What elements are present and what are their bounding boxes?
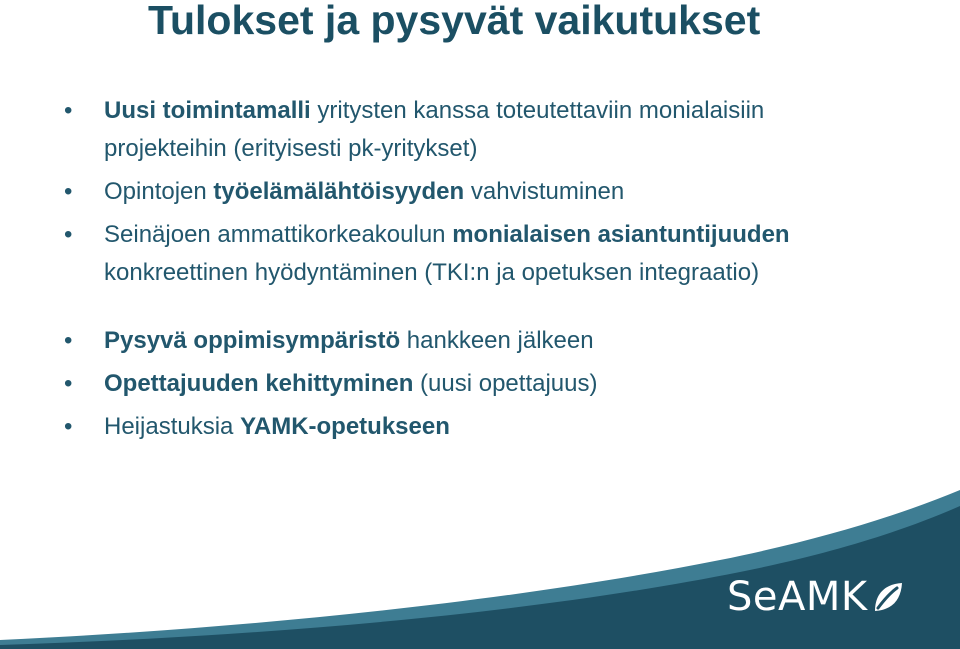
bullet-item [64, 92, 864, 168]
page-title: Tulokset ja pysyvät vaikutukset [148, 0, 761, 43]
bullet-text: (uusi opettajuus) [413, 370, 598, 397]
bullet-text-bold: Pysyvä oppimisympäristö [104, 327, 401, 354]
bullet-text: yritysten kanssa toteutettaviin monialaisiin projekteihin (erityisesti pk-yritykset) [104, 97, 765, 162]
bullet-text: Heijastuksia [104, 413, 241, 440]
bullet-text-bold: YAMK-opetukseen [240, 413, 450, 440]
bullet-list [64, 92, 864, 446]
logo-wordmark: SeAMK [727, 574, 868, 620]
seamk-logo [727, 574, 905, 620]
bullet-text: konkreettinen hyödyntäminen (TKI:n ja opetuksen integraatio) [104, 259, 760, 286]
bullet-text: vahvistuminen [464, 178, 625, 205]
bullet-text: hankkeen jälkeen [400, 327, 594, 354]
bullet-text-bold: työelämälähtöisyyden [213, 178, 465, 205]
bullet-text-bold: Opettajuuden kehittyminen [104, 370, 414, 397]
bullet-item [64, 173, 864, 211]
bullet-item [64, 216, 864, 292]
bullet-text-bold: Uusi toimintamalli [104, 97, 311, 124]
bullet-text-bold: monialaisen asiantuntijuuden [452, 221, 790, 248]
bullet-item [64, 322, 864, 360]
bullet-item [64, 408, 864, 446]
leaf-icon [871, 580, 905, 614]
bullet-text: Opintojen [104, 178, 214, 205]
bullet-item [64, 365, 864, 403]
bullet-text: Seinäjoen ammattikorkeakoulun [104, 221, 453, 248]
